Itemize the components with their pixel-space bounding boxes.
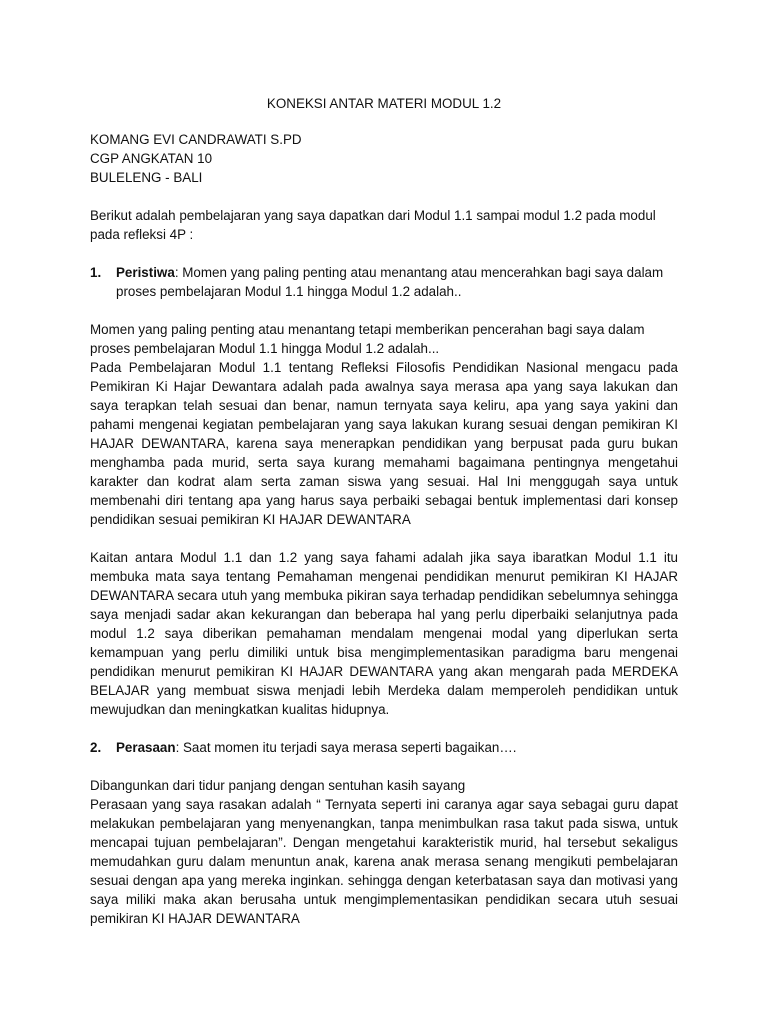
- section2-lead: Dibangunkan dari tidur panjang dengan sentuhan kasih sayang: [90, 778, 466, 793]
- list-item-body: [116, 263, 678, 301]
- list-item-body: [116, 738, 678, 757]
- list-item-perasaan: [90, 738, 678, 757]
- list-item-prompt: : Saat momen itu terjadi saya merasa seperti bagaikan….: [175, 740, 517, 755]
- section1-lead: Momen yang paling penting atau menantang tetapi memberikan pencerahan bagi saya dalam proses pembelajaran Modul 1.1 hingga Modul 1.2 adalah...: [90, 322, 645, 356]
- document-title: KONEKSI ANTAR MATERI MODUL 1.2: [266, 96, 502, 111]
- author-location: BULELENG - BALI: [90, 170, 203, 185]
- author-name: KOMANG EVI CANDRAWATI S.PD: [90, 132, 302, 147]
- section1-paragraph-1: Pada Pembelajaran Modul 1.1 tentang Refleksi Filosofis Pendidikan Nasional mengacu pada Pemikiran Ki Hajar Dewantara adalah pada awalnya saya merasa apa yang saya lakukan dan saya terapkan telah sesuai dan benar, namun ternyata saya keliru, apa yang saya yakini dan pahami mengenai kegiatan pembelajaran yang saya lakukan kurang sesuai dengan pemikiran KI HAJAR DEWANTARA, karena saya menerapkan pendidikan yang berpusat pada guru bukan menghamba pada murid, serta saya kurang memahami bagaimana pentingnya mengetahui karakter dan kodrat alam serta zaman siswa yang sesuai. Hal Ini menggugah saya untuk membenahi diri tentang apa yang harus saya perbaiki sebagai bentuk implementasi dari konsep pendidikan sesuai pemikiran KI HAJAR DEWANTARA: [90, 360, 678, 527]
- author-block: [90, 130, 678, 187]
- author-cohort: CGP ANGKATAN 10: [90, 151, 213, 166]
- intro-paragraph: Berikut adalah pembelajaran yang saya dapatkan dari Modul 1.1 sampai modul 1.2 pada modul pada refleksi 4P :: [90, 208, 656, 242]
- list-number: 1.: [90, 265, 102, 280]
- list-item-term: Peristiwa: [116, 265, 175, 280]
- list-item-term: Perasaan: [116, 740, 176, 755]
- list-item-prompt: : Momen yang paling penting atau menantang atau mencerahkan bagi saya dalam proses pembelajaran Modul 1.1 hingga Modul 1.2 adalah..: [116, 265, 664, 299]
- section2-paragraph-1: Perasaan yang saya rasakan adalah “ Ternyata seperti ini caranya agar saya sebagai guru dapat melakukan pembelajaran yang menyenangkan, tanpa menimbulkan rasa takut pada siswa, untuk mencapai tujuan pembelajaran”. Dengan mengetahui karakteristik murid, hal tersebut sekaligus memudahkan guru dalam menuntun anak, karena anak merasa senang mengikuti pembelajaran sesuai dengan apa yang mereka inginkan. sehingga dengan keterbatasan saya dan motivasi yang saya miliki maka akan berusaha untuk mengimplementasikan pendidikan secara utuh sesuai pemikiran KI HAJAR DEWANTARA: [90, 797, 678, 926]
- list-number: 2.: [90, 740, 102, 755]
- list-item-peristiwa: [90, 263, 678, 301]
- section1-paragraph-2: Kaitan antara Modul 1.1 dan 1.2 yang saya fahami adalah jika saya ibaratkan Modul 1.1 itu membuka mata saya tentang Pemahaman mengenai pendidikan menurut pemikiran KI HAJAR DEWANTARA secara utuh yang membuka pikiran saya terhadap pendidikan sebelumnya sehingga saya menjadi sadar akan kekurangan dan beberapa hal yang perlu diperbaiki selanjutnya pada modul 1.2 saya diberikan pemahaman mendalam mengenai modal yang diperlukan serta kemampuan yang perlu dimiliki untuk bisa mengimplementasikan paradigma baru mengenai pendidikan menurut pemikiran KI HAJAR DEWANTARA yang akan mengarah pada MERDEKA BELAJAR yang membuat siswa menjadi lebih Merdeka dalam memperoleh pendidikan untuk mewujudkan dan meningkatkan kualitas hidupnya.: [90, 550, 678, 717]
